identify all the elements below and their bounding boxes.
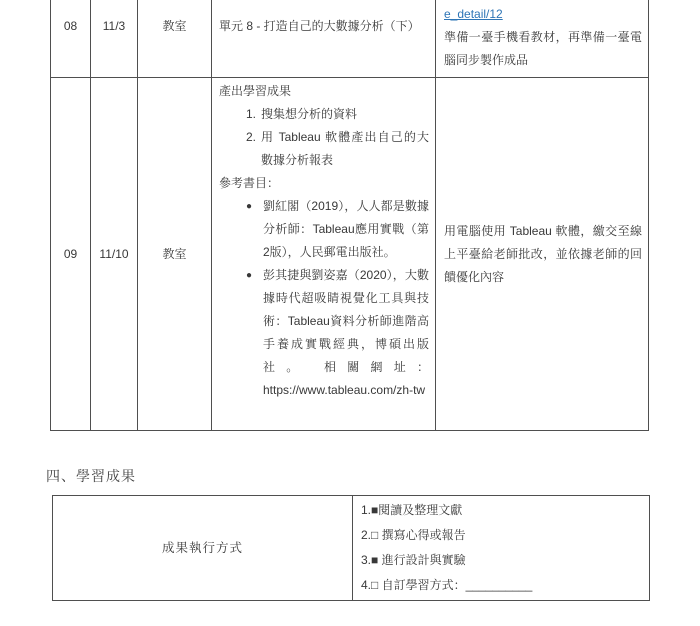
option-custom-learning: 4.□ 自訂學習方式：__________: [361, 578, 533, 592]
content-heading: 產出學習成果: [219, 84, 292, 98]
option-read-literature: 1.■閱讀及整理文獻: [361, 503, 463, 517]
location-cell: 教室: [138, 78, 212, 431]
course-detail-link[interactable]: e_detail/12: [444, 7, 503, 21]
course-content-cell: [212, 78, 436, 431]
reference-list-item: [219, 195, 429, 264]
date-cell: 11/10: [91, 78, 138, 431]
list-number: 1.: [246, 107, 257, 121]
week-number-cell: 09: [51, 78, 91, 431]
option-design-experiment: 3.■ 進行設計與實驗: [361, 553, 466, 567]
week-number-cell: 08: [51, 0, 91, 78]
list-number: 2.: [246, 130, 257, 144]
notes-cell: [436, 0, 649, 78]
section-heading: 四、學習成果: [46, 468, 136, 484]
results-method-label-cell: 成果執行方式: [53, 496, 353, 601]
learning-results-table: [52, 495, 650, 601]
table-row: [53, 496, 650, 601]
date-cell: 11/3: [91, 0, 138, 78]
list-item-text: 搜集想分析的資料: [261, 107, 358, 121]
reference-text: 彭其捷與劉姿嘉（2020），大數據時代超吸睛視覺化工具與技術：Tableau資料分析師進階高手養成實戰經典，博碩出版社。 相關網址： https://www.tableau.com/zh-tw: [263, 268, 429, 397]
results-options-cell: [353, 496, 650, 601]
reference-text: 劉紅閣（2019），人人都是數據分析師：Tableau應用實戰（第2版），人民郵電出版社。: [263, 199, 429, 259]
numbered-list-item: [219, 103, 429, 126]
table-row-week-09: [51, 78, 649, 431]
numbered-list-item: [219, 126, 429, 172]
list-item-text: 用 Tableau 軟體產出自己的大數據分析報表: [261, 130, 429, 167]
notes-cell: [436, 78, 649, 431]
table-row-week-08: [51, 0, 649, 78]
bullet-icon: ●: [246, 270, 253, 281]
option-write-report: 2.□ 撰寫心得或報告: [361, 528, 466, 542]
notes-text: 準備一臺手機看教材，再準備一臺電腦同步製作成品: [444, 30, 642, 67]
unit-title: 單元 8 - 打造自己的大數據分析（下）: [219, 18, 420, 33]
course-schedule-table: [50, 0, 649, 431]
notes-text: 用電腦使用 Tableau 軟體，繳交至線上平臺給老師批改，並依據老師的回饋優化內容: [444, 223, 642, 284]
location-cell: 教室: [138, 0, 212, 78]
bullet-icon: ●: [246, 201, 253, 212]
reference-list-item: [219, 264, 429, 402]
course-content-cell: [212, 0, 436, 78]
references-label: 參考書目：: [219, 176, 280, 190]
